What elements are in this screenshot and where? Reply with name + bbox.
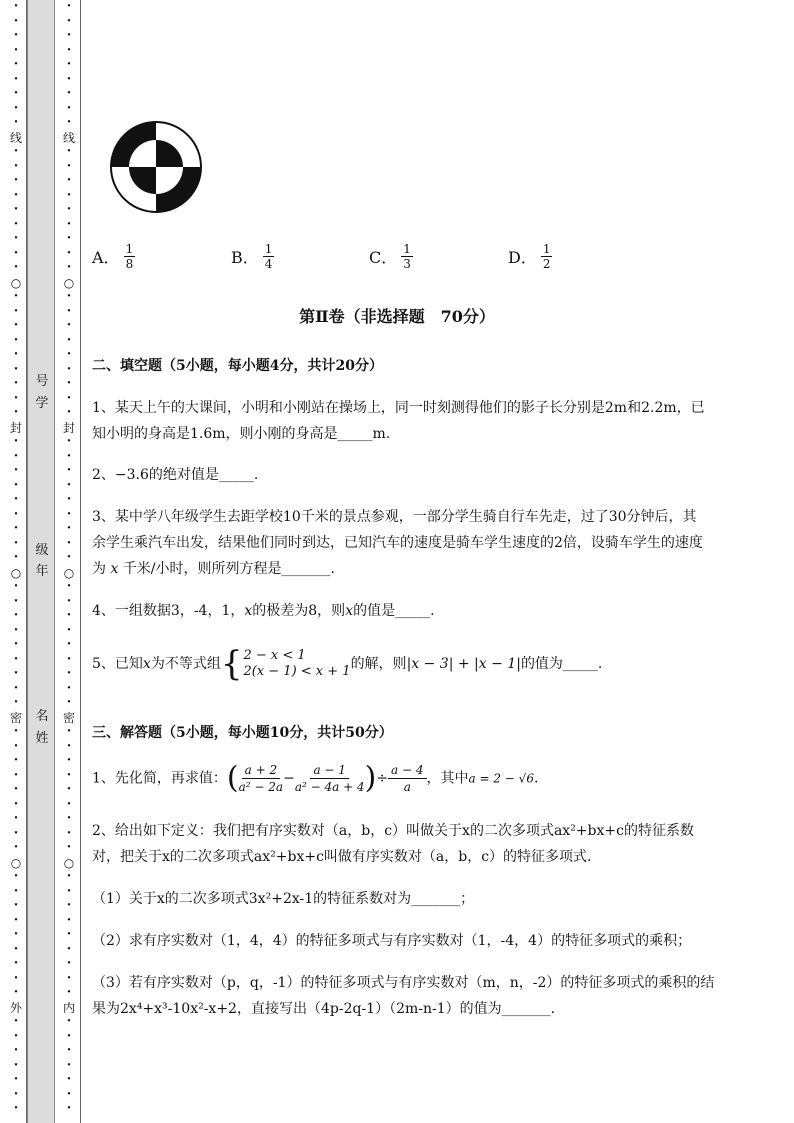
- part2-q3-line2: 余学生乘汽车出发，结果他们同时到达，已知汽车的速度是骑车学生速度的2倍，设骑车学生的速度: [92, 535, 703, 551]
- option-d: [508, 242, 552, 271]
- inner-binding-dot: ·: [66, 434, 72, 449]
- outer-binding-dot: ·: [13, 695, 19, 710]
- outer-binding-dot: ·: [13, 666, 19, 681]
- inner-binding-dot: ·: [66, 622, 72, 638]
- outer-binding-dot: ·: [13, 158, 19, 174]
- inner-binding-label-5: ○: [63, 855, 75, 870]
- part2-q4-var2: x: [345, 603, 354, 619]
- part3-q1-div: ÷: [376, 770, 389, 787]
- outer-binding-dot: ·: [13, 767, 19, 783]
- outer-binding-dot: ·: [13, 637, 19, 652]
- inner-binding-dot: ·: [66, 187, 72, 203]
- inner-binding-dot: ·: [66, 985, 72, 1000]
- inner-binding-dot: ·: [66, 71, 72, 87]
- outer-binding-dot: ·: [13, 0, 19, 14]
- inner-binding-dot: ·: [66, 42, 72, 58]
- outer-binding-dot: ·: [13, 289, 19, 304]
- inner-binding-dot: ·: [66, 593, 72, 609]
- option-a: [92, 242, 135, 271]
- part2-q3-line3: [92, 556, 742, 582]
- outer-binding-column: [6, 0, 26, 1123]
- inner-binding-label-1: ○: [63, 275, 75, 290]
- part3-q1: [92, 762, 742, 795]
- inner-binding-dot: ·: [66, 1028, 72, 1044]
- outer-binding-dot: ·: [13, 956, 19, 971]
- inner-binding-dot: ·: [66, 970, 72, 986]
- outer-binding-dot: ·: [13, 579, 19, 594]
- left-paren: (: [226, 760, 239, 796]
- inner-binding-dot: ·: [66, 521, 72, 536]
- outer-binding-dot: ·: [13, 376, 19, 391]
- outer-binding-label-2: 封: [9, 420, 22, 435]
- outer-binding-dot: ·: [13, 796, 19, 812]
- outer-binding-dot: ·: [13, 347, 19, 362]
- option-d-letter: D．: [508, 248, 537, 267]
- outer-binding-dot: ·: [13, 521, 19, 536]
- inner-binding-dot: ·: [66, 0, 72, 14]
- inner-binding-dot: ·: [66, 782, 72, 797]
- inner-binding-dot: ·: [66, 796, 72, 812]
- part2-q5-mid2: 的解，则: [350, 656, 407, 672]
- outer-binding-dot: ·: [13, 811, 19, 826]
- option-a-fraction: [124, 242, 136, 271]
- inner-binding-dot: ·: [66, 535, 72, 551]
- outer-binding-dot: ·: [13, 100, 19, 116]
- band-label-ming: 名: [35, 709, 49, 724]
- part3-q2-sub1: （1）关于x的二次多项式3x²+2x-1的特征系数对为_______；: [92, 891, 475, 907]
- outer-binding-label-3: ○: [10, 565, 22, 580]
- frac2-num: a − 1: [310, 762, 348, 779]
- inner-binding-dot: ·: [66, 753, 72, 768]
- outer-binding-dot: ·: [13, 390, 19, 406]
- inner-binding-dot: ·: [66, 86, 72, 101]
- inner-binding-dot: ·: [66, 28, 72, 43]
- part2-q5-sys1: 2 − x < 1: [243, 648, 306, 663]
- outer-binding-dot: ·: [13, 535, 19, 551]
- part2-q4-pre: 4、一组数据3，-4，1，: [92, 603, 245, 619]
- frac3-den: a: [403, 780, 411, 794]
- option-b-letter: B．: [231, 248, 259, 267]
- part3-q2-line2: 对，把关于x的二次多项式ax²+bx+c叫做有序实数对（a，b，c）的特征多项式.: [92, 849, 592, 865]
- option-b-fraction: [263, 242, 275, 271]
- inner-binding-dot: ·: [66, 767, 72, 783]
- inner-binding-dot: ·: [66, 825, 72, 841]
- outer-binding-dot: ·: [13, 724, 19, 739]
- outer-binding-dot: ·: [13, 202, 19, 217]
- option-a-num: 1: [125, 242, 134, 256]
- inner-binding-dot: ·: [66, 637, 72, 652]
- inner-binding-dot: ·: [66, 724, 72, 739]
- outer-binding-dot: ·: [13, 434, 19, 449]
- inner-binding-dot: ·: [66, 1086, 72, 1102]
- inner-binding-dot: ·: [66, 318, 72, 333]
- outer-binding-dot: ·: [13, 593, 19, 609]
- part2-q5-sys2: 2(x − 1) < x + 1: [243, 664, 351, 679]
- outer-binding-dot: ·: [13, 1014, 19, 1029]
- outer-binding-dot: ·: [13, 477, 19, 493]
- outer-binding-label-0: 线: [9, 130, 22, 145]
- outer-binding-dot: ·: [13, 753, 19, 768]
- outer-binding-dot: ·: [13, 28, 19, 43]
- option-b-den: 4: [264, 257, 273, 271]
- option-c-num: 1: [403, 242, 411, 256]
- inner-binding-dot: ·: [66, 492, 72, 507]
- option-d-num: 1: [542, 242, 551, 256]
- outer-binding-dot: ·: [13, 506, 19, 522]
- outer-binding-dot: ·: [13, 1043, 19, 1058]
- outer-binding-dot: ·: [13, 840, 19, 855]
- inner-binding-dot: ·: [66, 506, 72, 522]
- outer-binding-dot: ·: [13, 71, 19, 87]
- outer-binding-dot: ·: [13, 86, 19, 101]
- option-c-den: 3: [403, 257, 411, 271]
- option-a-den: 8: [125, 257, 134, 271]
- outer-binding-dot: ·: [13, 463, 19, 478]
- band-label-ji: 级: [35, 543, 49, 558]
- outer-binding-dot: ·: [13, 883, 19, 899]
- inner-binding-label-0: 线: [62, 130, 75, 145]
- quartered-circle-figure: [106, 120, 206, 214]
- inner-binding-label-2: 封: [62, 420, 75, 435]
- outer-binding-dot: ·: [13, 912, 19, 928]
- option-c: [369, 242, 413, 271]
- part2-q1: [92, 395, 742, 447]
- brace-symbol: {: [220, 644, 243, 684]
- frac2-den: a² − 4a + 4: [294, 780, 365, 794]
- part3-q2-sub3: [92, 970, 742, 1022]
- inner-binding-dot: ·: [66, 100, 72, 116]
- part2-q3-var: x: [110, 561, 119, 577]
- inner-binding-dot: ·: [66, 651, 72, 667]
- part2-q3: [92, 504, 742, 582]
- band-label-hao: 号: [35, 374, 49, 389]
- inner-binding-column: [59, 0, 79, 1123]
- outer-binding-dot: ·: [13, 42, 19, 58]
- outer-binding-dot: ·: [13, 782, 19, 797]
- outer-binding-dot: ·: [13, 680, 19, 696]
- outer-binding-dot: ·: [13, 970, 19, 986]
- inner-binding-dot: ·: [66, 738, 72, 754]
- outer-binding-dot: ·: [13, 869, 19, 884]
- inner-binding-label-6: 内: [62, 1000, 75, 1015]
- inner-binding-dot: ·: [66, 216, 72, 232]
- outer-binding-dot: ·: [13, 550, 19, 565]
- part2-q5-mid: 为不等式组: [150, 656, 221, 672]
- inner-binding-dot: ·: [66, 883, 72, 899]
- outer-binding-dot: ·: [13, 651, 19, 667]
- inner-binding-dot: ·: [66, 579, 72, 594]
- inner-binding-label-3: ○: [63, 565, 75, 580]
- outer-binding-dot: ·: [13, 144, 19, 159]
- outer-binding-dot: ·: [13, 260, 19, 275]
- inner-binding-dot: ·: [66, 405, 72, 420]
- inner-binding-dot: ·: [66, 680, 72, 696]
- inner-binding-dot: ·: [66, 390, 72, 406]
- outer-binding-label-6: 外: [9, 1000, 22, 1015]
- inner-binding-dot: ·: [66, 1101, 72, 1116]
- part2-q5-var: x: [142, 656, 151, 672]
- inner-binding-dot: ·: [66, 840, 72, 855]
- part2-heading: 二、填空题（5小题，每小题4分，共计20分）: [92, 358, 383, 374]
- inner-binding-dot: ·: [66, 144, 72, 159]
- part3-q1-frac3: [388, 762, 426, 795]
- inner-binding-dot: ·: [66, 1057, 72, 1073]
- part3-q1-end: .: [533, 770, 539, 787]
- part3-q2-sub2: （2）求有序实数对（1，4，4）的特征多项式与有序实数对（1，-4，4）的特征多项式的乘积；: [92, 933, 692, 949]
- outer-binding-dot: ·: [13, 216, 19, 232]
- part3-heading: 三、解答题（5小题，每小题10分，共计50分）: [92, 725, 393, 741]
- option-c-fraction: [401, 242, 413, 271]
- outer-binding-dot: ·: [13, 608, 19, 623]
- section-title: 第Ⅱ卷（非选择题 70分）: [299, 307, 495, 326]
- part2-q4-var: x: [244, 603, 253, 619]
- part3-q2-sub3-line2: 果为2x⁴+x³-10x²-x+2，直接写出（4p-2q-1）（2m-n-1）的值为_______.: [92, 1001, 556, 1017]
- part2-q4-mid: 的极差为8，则: [252, 603, 346, 619]
- band-label-nian: 年: [35, 564, 49, 579]
- outer-binding-dot: ·: [13, 303, 19, 319]
- outer-binding-dot: ·: [13, 898, 19, 913]
- part2-q1-line1: 1、某天上午的大课间，小明和小刚站在操场上，同一时刻测得他们的影子长分别是2m和2.2m，已: [92, 400, 705, 416]
- inner-binding-dot: ·: [66, 347, 72, 362]
- inner-binding-dot: ·: [66, 811, 72, 826]
- part3-q1-cond: a = 2 − √6: [468, 771, 534, 786]
- part3-q1-frac2: [295, 762, 365, 795]
- band-label-xing: 姓: [35, 731, 49, 746]
- part2-q5: [92, 644, 742, 684]
- part3-q2-sub3-line1: （3）若有序实数对（p，q，-1）的特征多项式与有序实数对（m，n，-2）的特征多项式的乘积的结: [92, 975, 715, 991]
- inner-binding-dot: ·: [66, 1072, 72, 1087]
- part2-q3-pre: 为: [92, 561, 106, 577]
- part2-q5-post: 的值为_____.: [520, 656, 603, 672]
- option-d-den: 2: [542, 257, 551, 271]
- outer-binding-dot: ·: [13, 57, 19, 72]
- inner-binding-dot: ·: [66, 666, 72, 681]
- inner-binding-dot: ·: [66, 463, 72, 478]
- part2-q5-pre: 5、已知: [92, 656, 143, 672]
- part2-q3-line1: 3、某中学八年级学生去距学校10千米的景点参观，一部分学生骑自行车先走，过了30分钟后，其: [92, 509, 697, 525]
- outer-binding-dot: ·: [13, 448, 19, 464]
- inner-binding-dot: ·: [66, 695, 72, 710]
- inner-binding-label-4: 密: [62, 710, 75, 725]
- outer-binding-dot: ·: [13, 231, 19, 246]
- inner-binding-dot: ·: [66, 956, 72, 971]
- inner-binding-dot: ·: [66, 57, 72, 72]
- part2-q3-post: 千米/小时，则所列方程是_______.: [122, 561, 335, 577]
- outer-binding-dot: ·: [13, 361, 19, 377]
- frac1-num: a + 2: [242, 762, 280, 779]
- outer-binding-dot: ·: [13, 825, 19, 841]
- outer-binding-dot: ·: [13, 1101, 19, 1116]
- outer-binding-dot: ·: [13, 1028, 19, 1044]
- inner-binding-dot: ·: [66, 260, 72, 275]
- outer-binding-dot: ·: [13, 941, 19, 957]
- outer-binding-dot: ·: [13, 622, 19, 638]
- part3-q1-pre: 1、先化简，再求值：: [92, 770, 227, 787]
- part3-q1-post: ，其中: [426, 770, 469, 787]
- inner-binding-dot: ·: [66, 869, 72, 884]
- inner-binding-dot: ·: [66, 158, 72, 174]
- option-a-letter: A．: [92, 248, 120, 267]
- part2-q4-post: 的值是_____.: [353, 603, 435, 619]
- part3-q2: [92, 818, 742, 870]
- inner-binding-dot: ·: [66, 376, 72, 391]
- part2-q5-system: [220, 644, 351, 684]
- outer-binding-dot: ·: [13, 1057, 19, 1073]
- frac1-den: a² − 2a: [238, 780, 284, 794]
- option-b: [231, 242, 274, 271]
- option-d-fraction: [541, 242, 553, 271]
- part2-q2: 2、−3.6的绝对值是_____.: [92, 467, 259, 483]
- outer-binding-dot: ·: [13, 738, 19, 754]
- frac3-num: a − 4: [388, 762, 426, 779]
- inner-binding-dot: ·: [66, 289, 72, 304]
- inner-binding-dot: ·: [66, 361, 72, 377]
- inner-binding-dot: ·: [66, 202, 72, 217]
- inner-binding-dot: ·: [66, 448, 72, 464]
- outer-binding-dot: ·: [13, 1072, 19, 1087]
- inner-binding-dot: ·: [66, 1014, 72, 1029]
- inner-binding-dot: ·: [66, 13, 72, 29]
- inner-binding-dot: ·: [66, 912, 72, 928]
- outer-binding-dot: ·: [13, 332, 19, 348]
- inner-binding-dot: ·: [66, 303, 72, 319]
- option-b-num: 1: [264, 242, 273, 256]
- band-label-xue: 学: [35, 396, 49, 411]
- option-c-letter: C．: [369, 248, 398, 267]
- inner-binding-dot: ·: [66, 477, 72, 493]
- inner-binding-dot: ·: [66, 550, 72, 565]
- inner-binding-dot: ·: [66, 115, 72, 130]
- outer-binding-dot: ·: [13, 405, 19, 420]
- part2-q1-line2: 知小明的身高是1.6m，则小刚的身高是_____m.: [92, 426, 391, 442]
- outer-binding-dot: ·: [13, 492, 19, 507]
- inner-binding-dot: ·: [66, 608, 72, 623]
- outer-binding-dot: ·: [13, 318, 19, 333]
- part2-q4: [92, 598, 742, 624]
- binding-rule-right: [80, 0, 81, 1123]
- inner-binding-dot: ·: [66, 898, 72, 913]
- part3-q1-minus: −: [283, 770, 295, 787]
- outer-binding-dot: ·: [13, 173, 19, 188]
- part2-q5-abs: |x − 3| + |x − 1|: [406, 656, 521, 672]
- part3-q1-frac1: [239, 762, 283, 795]
- outer-binding-label-4: 密: [9, 710, 22, 725]
- inner-binding-dot: ·: [66, 1043, 72, 1058]
- inner-binding-dot: ·: [66, 173, 72, 188]
- outer-binding-dot: ·: [13, 187, 19, 203]
- outer-binding-dot: ·: [13, 927, 19, 942]
- outer-binding-dot: ·: [13, 13, 19, 29]
- inner-binding-dot: ·: [66, 231, 72, 246]
- inner-binding-dot: ·: [66, 927, 72, 942]
- inner-binding-dot: ·: [66, 332, 72, 348]
- right-paren: ): [364, 760, 377, 796]
- inner-binding-dot: ·: [66, 941, 72, 957]
- outer-binding-dot: ·: [13, 245, 19, 261]
- outer-binding-dot: ·: [13, 985, 19, 1000]
- outer-binding-dot: ·: [13, 115, 19, 130]
- part3-q2-line1: 2、给出如下定义：我们把有序实数对（a，b，c）叫做关于x的二次多项式ax²+bx+c的特征系数: [92, 823, 694, 839]
- inner-binding-dot: ·: [66, 245, 72, 261]
- outer-binding-label-1: ○: [10, 275, 22, 290]
- outer-binding-dot: ·: [13, 1086, 19, 1102]
- outer-binding-label-5: ○: [10, 855, 22, 870]
